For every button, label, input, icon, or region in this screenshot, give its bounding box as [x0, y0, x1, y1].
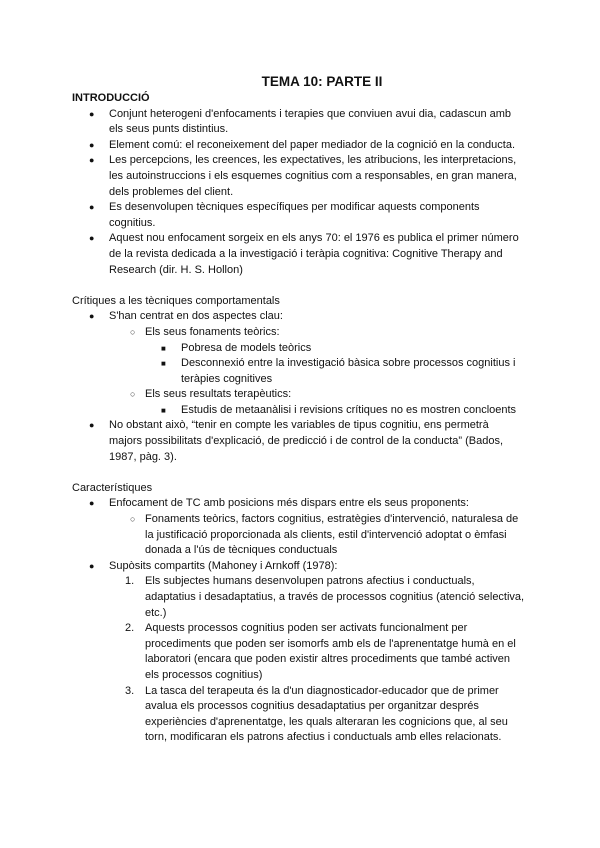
list-item-text: 1987, pàg. 3).	[109, 450, 177, 463]
list-item-text: Els seus resultats terapèutics:	[145, 388, 292, 401]
list-item-text: dels problemes del client.	[109, 185, 234, 198]
list-item-text: procediments que poden ser isomorfs amb els de l'aprenentatge humà en el	[145, 637, 516, 650]
document-page	[72, 73, 542, 746]
list-item-text: teràpies cognitives	[181, 372, 273, 385]
list-item-text: Estudis de metaanàlisi i revisions crítiques no es mostren concloents	[181, 403, 517, 416]
list-item-text: Desconnexió entre la investigació bàsica sobre processos cognitius i	[181, 357, 516, 370]
list-item-text: experiències d'aprenentatge, les quals alteraran les cognicions que, al seu	[145, 715, 508, 728]
list-item	[72, 341, 542, 357]
sublist	[72, 341, 542, 388]
bullet-icon: ●	[89, 108, 95, 119]
list-item-text: Pobresa de models teòrics	[181, 341, 312, 354]
circle-bullet-icon: ○	[130, 389, 136, 400]
list-item-text: avalua els processos cognitius desadaptatius per organitzar després	[145, 700, 479, 713]
square-bullet-icon: ■	[161, 405, 166, 415]
section-heading-critiques: Crítiques a les tècniques comportamentals	[72, 294, 280, 307]
list-item	[72, 559, 542, 575]
list-item-text: els processos cognitius)	[145, 668, 263, 681]
section-heading-caracteristiques: Característiques	[72, 481, 153, 494]
list-item-text: S'han centrat en dos aspectes clau:	[109, 310, 283, 323]
list-item	[72, 512, 542, 559]
list-item	[72, 309, 542, 325]
bullet-icon: ●	[89, 233, 95, 244]
list-item	[72, 107, 542, 138]
list-item-text: Supòsits compartits (Mahoney i Arnkoff (1978):	[109, 559, 338, 572]
list-item-text: etc.)	[145, 606, 167, 619]
list-item	[72, 325, 542, 341]
page-title: TEMA 10: PARTE II	[261, 74, 383, 89]
bullet-icon: ●	[89, 202, 95, 213]
list-item-text: laboratori (encara que poden existir altres procediments que també activen	[145, 653, 511, 666]
list-number: 1.	[125, 575, 135, 588]
sublist	[72, 418, 542, 465]
list-item-text: No obstant això, “tenir en compte les variables de tipus cognitiu, ens permetrà	[109, 419, 489, 432]
sublist	[72, 403, 542, 419]
list-item	[72, 138, 542, 154]
list-item	[72, 496, 542, 512]
list-item-text: els seus punts distintius.	[109, 123, 229, 136]
list-item	[72, 403, 542, 419]
circle-bullet-icon: ○	[130, 514, 136, 525]
list-number: 2.	[125, 622, 135, 635]
sublist	[72, 512, 542, 559]
list-number: 3.	[125, 684, 135, 697]
list-item-text: Element comú: el reconeixement del paper mediador de la cognició en la conducta.	[109, 138, 516, 151]
list-item-text: donada a l'ús de tècniques conductuals	[145, 544, 338, 557]
bullet-icon: ●	[89, 498, 95, 509]
list-item-text: Els subjectes humans desenvolupen patrons afectius i conductuals,	[145, 575, 475, 588]
square-bullet-icon: ■	[161, 343, 166, 353]
list-item	[72, 418, 542, 465]
list-item-text: Enfocament de TC amb posicions més dispars entre els seus proponents:	[109, 497, 469, 510]
section-heading-introduccio: INTRODUCCIÓ	[72, 92, 150, 104]
square-bullet-icon: ■	[161, 359, 166, 369]
list-item-text: Research (dir. H. S. Hollon)	[109, 263, 243, 276]
list-item-text: adaptatius i desadaptatius, a través de processos cognitius (atenció selectiva,	[145, 591, 525, 603]
list-item-text: Es desenvolupen tècniques específiques per modificar aquests components	[109, 201, 480, 214]
list-item-text: Fonaments teòrics, factors cognitius, estratègies d'intervenció, naturalesa de	[145, 513, 519, 526]
list-item-text: les autoinstruccions i els esquemes cognitius com a responsables, en gran manera,	[109, 169, 517, 182]
list-item-text: de la revista dedicada a la investigació i teràpia cognitiva: Cognitive Therapy and	[109, 247, 503, 260]
list-item-text: cognitius.	[109, 216, 156, 229]
list-item-text: Aquest nou enfocament sorgeix en els anys 70: el 1976 es publica el primer número	[109, 232, 519, 245]
bullet-icon: ●	[89, 420, 95, 431]
list-item-text: Aquests processos cognitius poden ser activats funcionalment per	[145, 622, 468, 635]
list-item-text: La tasca del terapeuta és la d'un diagnosticador-educador que de primer	[145, 684, 499, 697]
bullet-icon: ●	[89, 139, 95, 150]
list-item	[72, 153, 542, 200]
list-item	[72, 200, 542, 231]
list-item-text: majors possibilitats d'explicació, de predicció i de control de la conducta” (Bados,	[109, 435, 504, 448]
list-item	[72, 684, 542, 746]
numbered-list	[72, 574, 542, 746]
list-item-text: Conjunt heterogeni d'enfocaments i terapies que conviuen avui dia, cadascun amb	[109, 107, 512, 120]
circle-bullet-icon: ○	[130, 326, 136, 337]
list-item	[72, 387, 542, 403]
list-item-text: torn, modificaran els patrons afectius i conductuals amb elles relacionats.	[145, 731, 502, 744]
bullet-icon: ●	[89, 560, 95, 571]
list-item-text: la justificació proporcionada als clients, estil d'intervenció adoptat o èmfasi	[145, 528, 507, 541]
list-item-text: Els seus fonaments teòrics:	[145, 325, 280, 338]
list-item	[72, 574, 542, 621]
list-item	[72, 231, 542, 278]
bullet-icon: ●	[89, 311, 95, 322]
intro-list	[72, 107, 542, 279]
list-item	[72, 621, 542, 683]
list-item	[72, 356, 542, 387]
list-item-text: Les percepcions, les creences, les expectatives, les atribucions, les interpretacions,	[109, 154, 517, 167]
bullet-icon: ●	[89, 155, 95, 166]
